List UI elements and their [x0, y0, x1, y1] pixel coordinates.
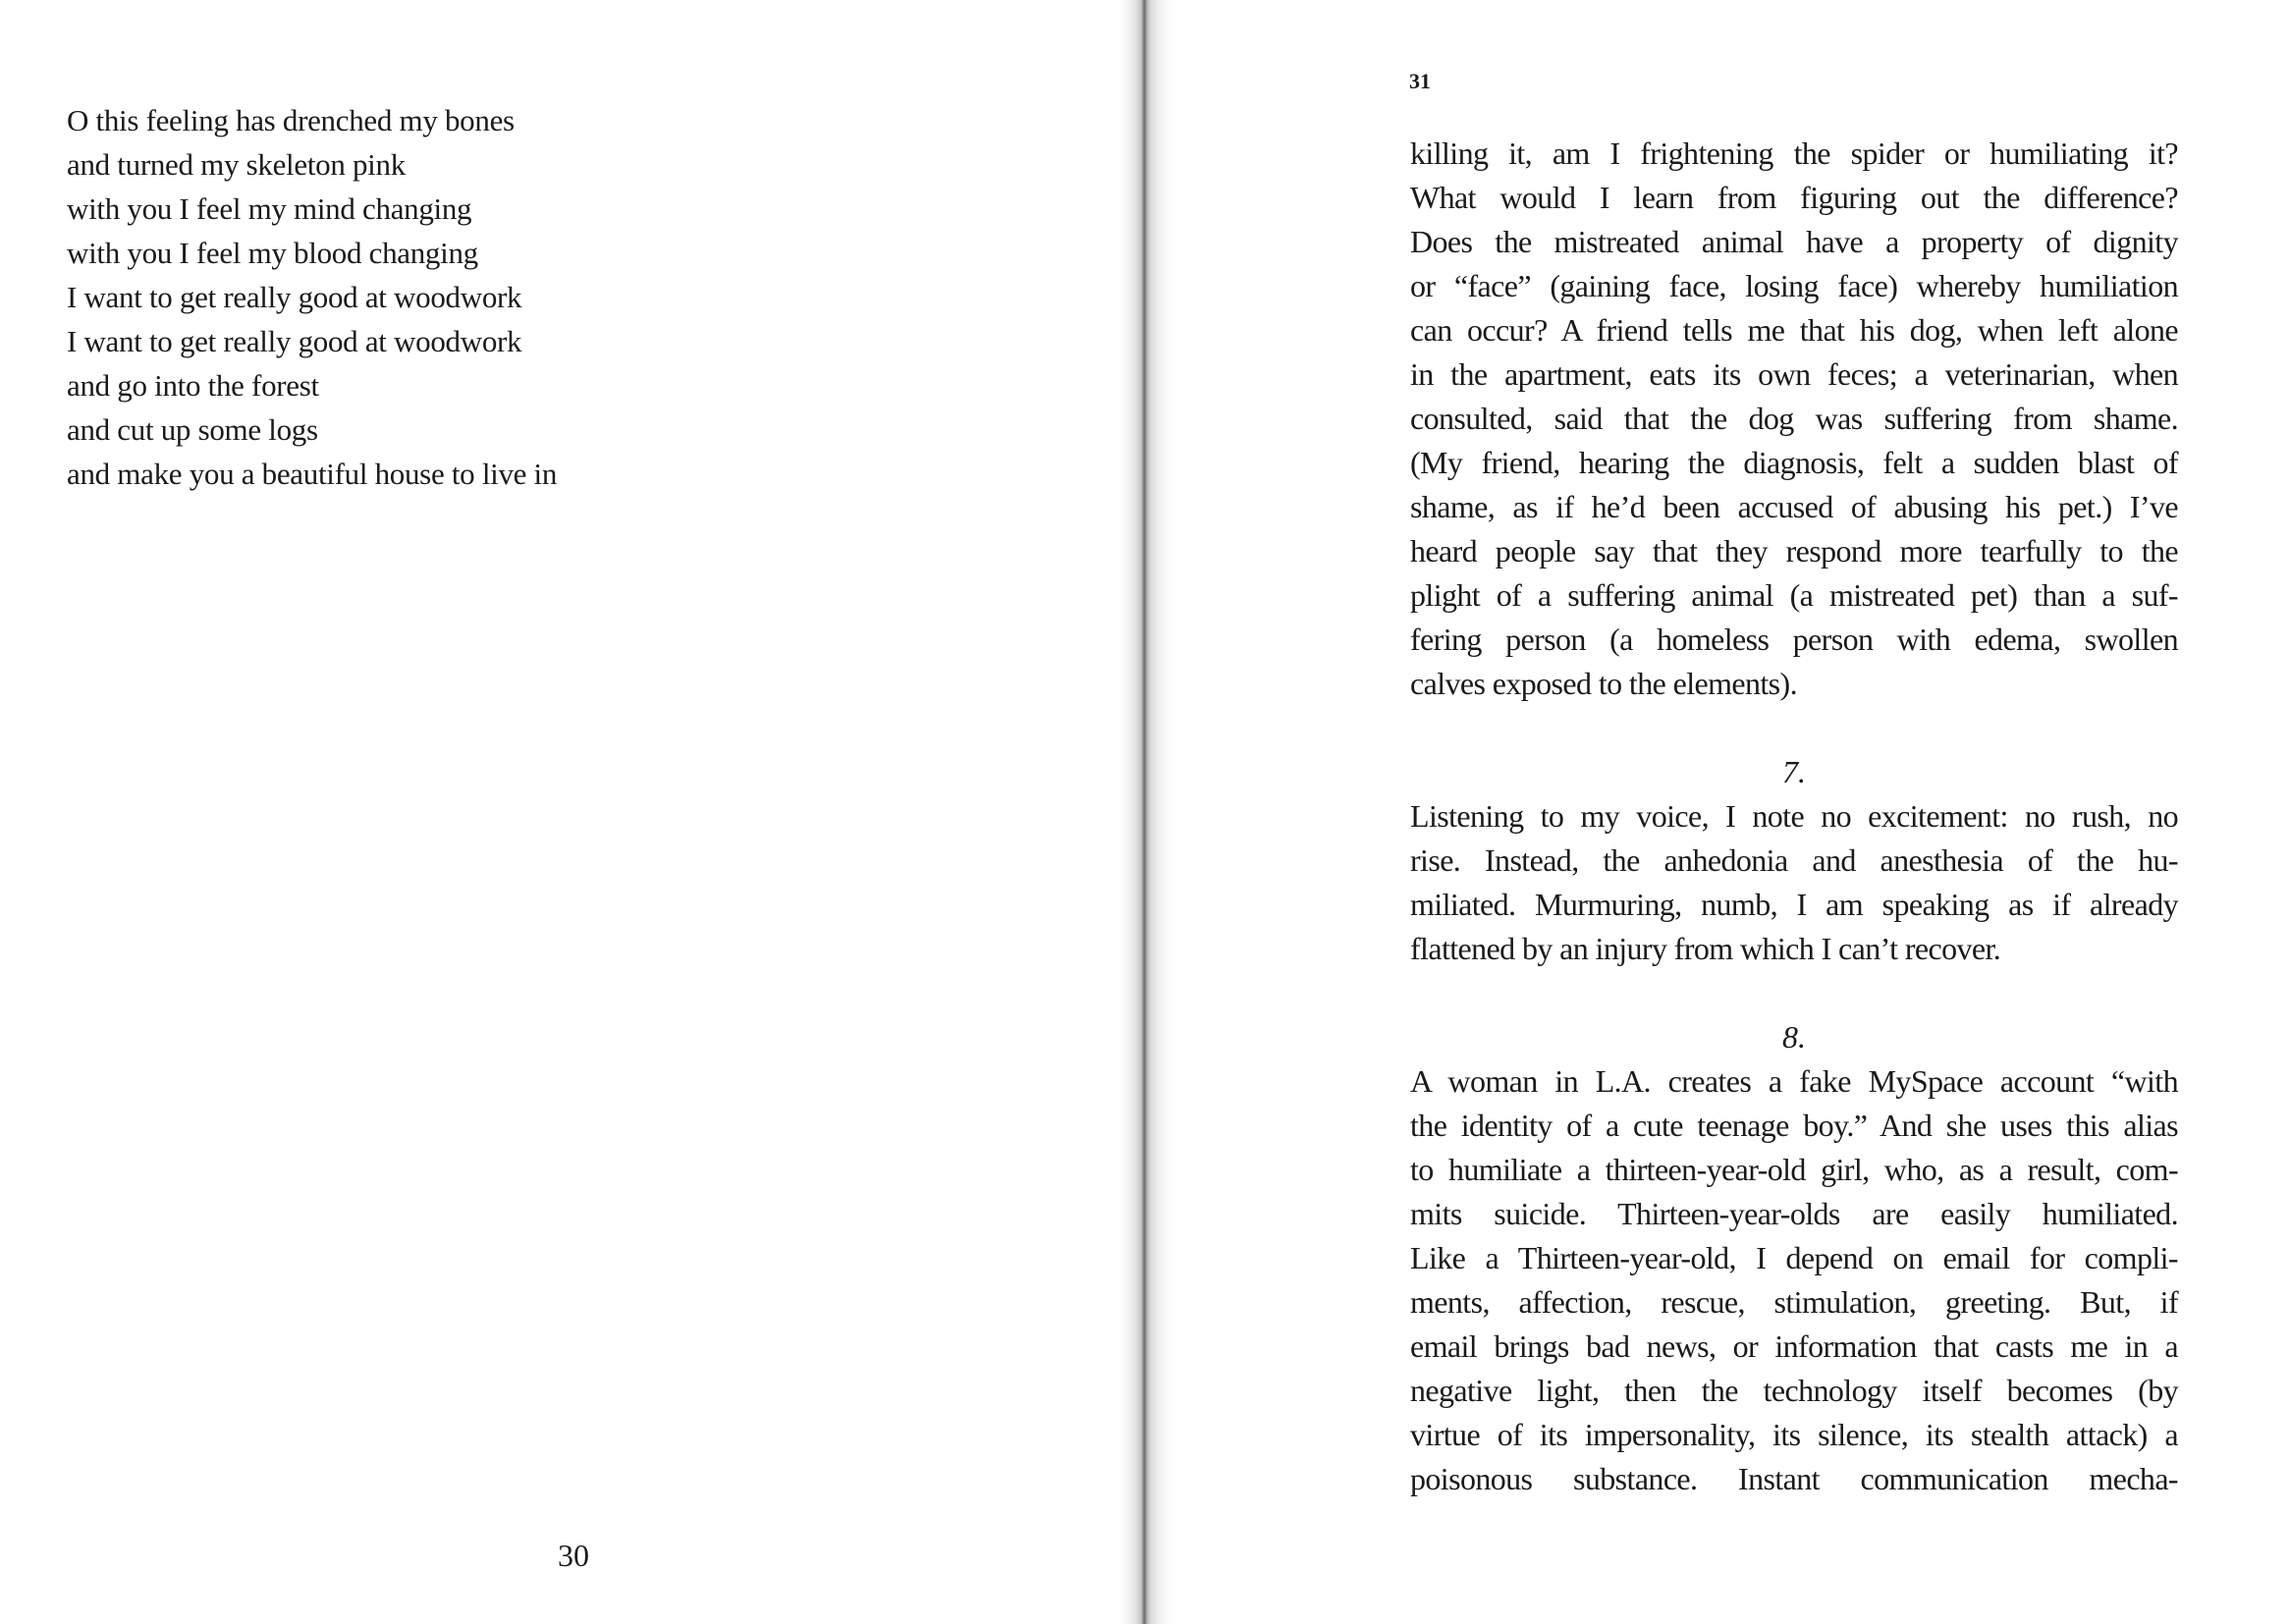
poem-line: with you I feel my blood changing	[67, 236, 478, 270]
page-number-left: 30	[558, 1538, 589, 1573]
section-gap	[1410, 706, 2178, 750]
poem-line: I want to get really good at woodwork	[67, 280, 522, 314]
text-line: Listening to my voice, I note no excitement: no rush, no	[1410, 798, 2178, 834]
section-gap	[1410, 971, 2178, 1015]
text-line: Like a Thirteen-year-old, I depend on email for compli-	[1410, 1240, 2178, 1275]
section-number: 8.	[1782, 1019, 1806, 1055]
text-line: the identity of a cute teenage boy.” And she uses this alias	[1410, 1108, 2178, 1143]
text-line: What would I learn from figuring out the difference?	[1410, 180, 2178, 215]
poem-line: I want to get really good at woodwork	[67, 324, 522, 358]
text-line: email brings bad news, or information that casts me in a	[1410, 1328, 2178, 1364]
text-line: heard people say that they respond more tearfully to the	[1410, 533, 2178, 568]
prose-body	[1410, 132, 2178, 1501]
text-line: consulted, said that the dog was suffering from shame.	[1410, 401, 2178, 436]
page-number-right: 31	[1409, 69, 1431, 93]
text-line: flattened by an injury from which I can’t recover.	[1410, 931, 2001, 966]
text-line: virtue of its impersonality, its silence, its stealth attack) a	[1410, 1417, 2178, 1452]
poem	[67, 98, 557, 496]
text-line: rise. Instead, the anhedonia and anesthesia of the hu-	[1410, 842, 2178, 878]
text-line: negative light, then the technology itself becomes (by	[1410, 1373, 2178, 1408]
text-line: Does the mistreated animal have a property of dignity	[1410, 224, 2178, 259]
section-8	[1410, 1015, 2178, 1501]
text-line: A woman in L.A. creates a fake MySpace account “with	[1410, 1063, 2178, 1099]
text-line: or “face” (gaining face, losing face) whereby humiliation	[1410, 268, 2178, 303]
poem-line: and turned my skeleton pink	[67, 147, 406, 182]
poem-line: and make you a beautiful house to live in	[67, 457, 558, 491]
text-line: (My friend, hearing the diagnosis, felt a sudden blast of	[1410, 445, 2178, 480]
text-line: can occur? A friend tells me that his dog, when left alone	[1410, 312, 2178, 348]
text-line: calves exposed to the elements).	[1410, 666, 1797, 701]
continued-paragraph	[1410, 132, 2178, 706]
poem-line: and go into the forest	[67, 368, 319, 403]
left-page	[0, 0, 1142, 1624]
book-spine-shadow	[1119, 0, 1174, 1624]
text-line: to humiliate a thirteen-year-old girl, who, as a result, com-	[1410, 1152, 2178, 1187]
text-line: shame, as if he’d been accused of abusing his pet.) I’ve	[1410, 489, 2178, 524]
text-line: in the apartment, eats its own feces; a veterinarian, when	[1410, 356, 2178, 392]
text-line: plight of a suffering animal (a mistreated pet) than a suf-	[1410, 577, 2178, 613]
poem-line: with you I feel my mind changing	[67, 191, 472, 226]
text-line: poisonous substance. Instant communication mecha-	[1410, 1461, 2178, 1496]
text-line: miliated. Murmuring, numb, I am speaking as if already	[1410, 887, 2178, 922]
section-number: 7.	[1782, 754, 1806, 789]
poem-line: and cut up some logs	[67, 412, 318, 447]
section-7	[1410, 750, 2178, 971]
poem-line: O this feeling has drenched my bones	[67, 103, 515, 137]
text-line: ments, affection, rescue, stimulation, greeting. But, if	[1410, 1284, 2178, 1320]
text-line: killing it, am I frightening the spider or humiliating it?	[1410, 135, 2178, 171]
text-line: mits suicide. Thirteen-year-olds are easily humiliated.	[1410, 1196, 2178, 1231]
text-line: fering person (a homeless person with edema, swollen	[1410, 622, 2178, 657]
